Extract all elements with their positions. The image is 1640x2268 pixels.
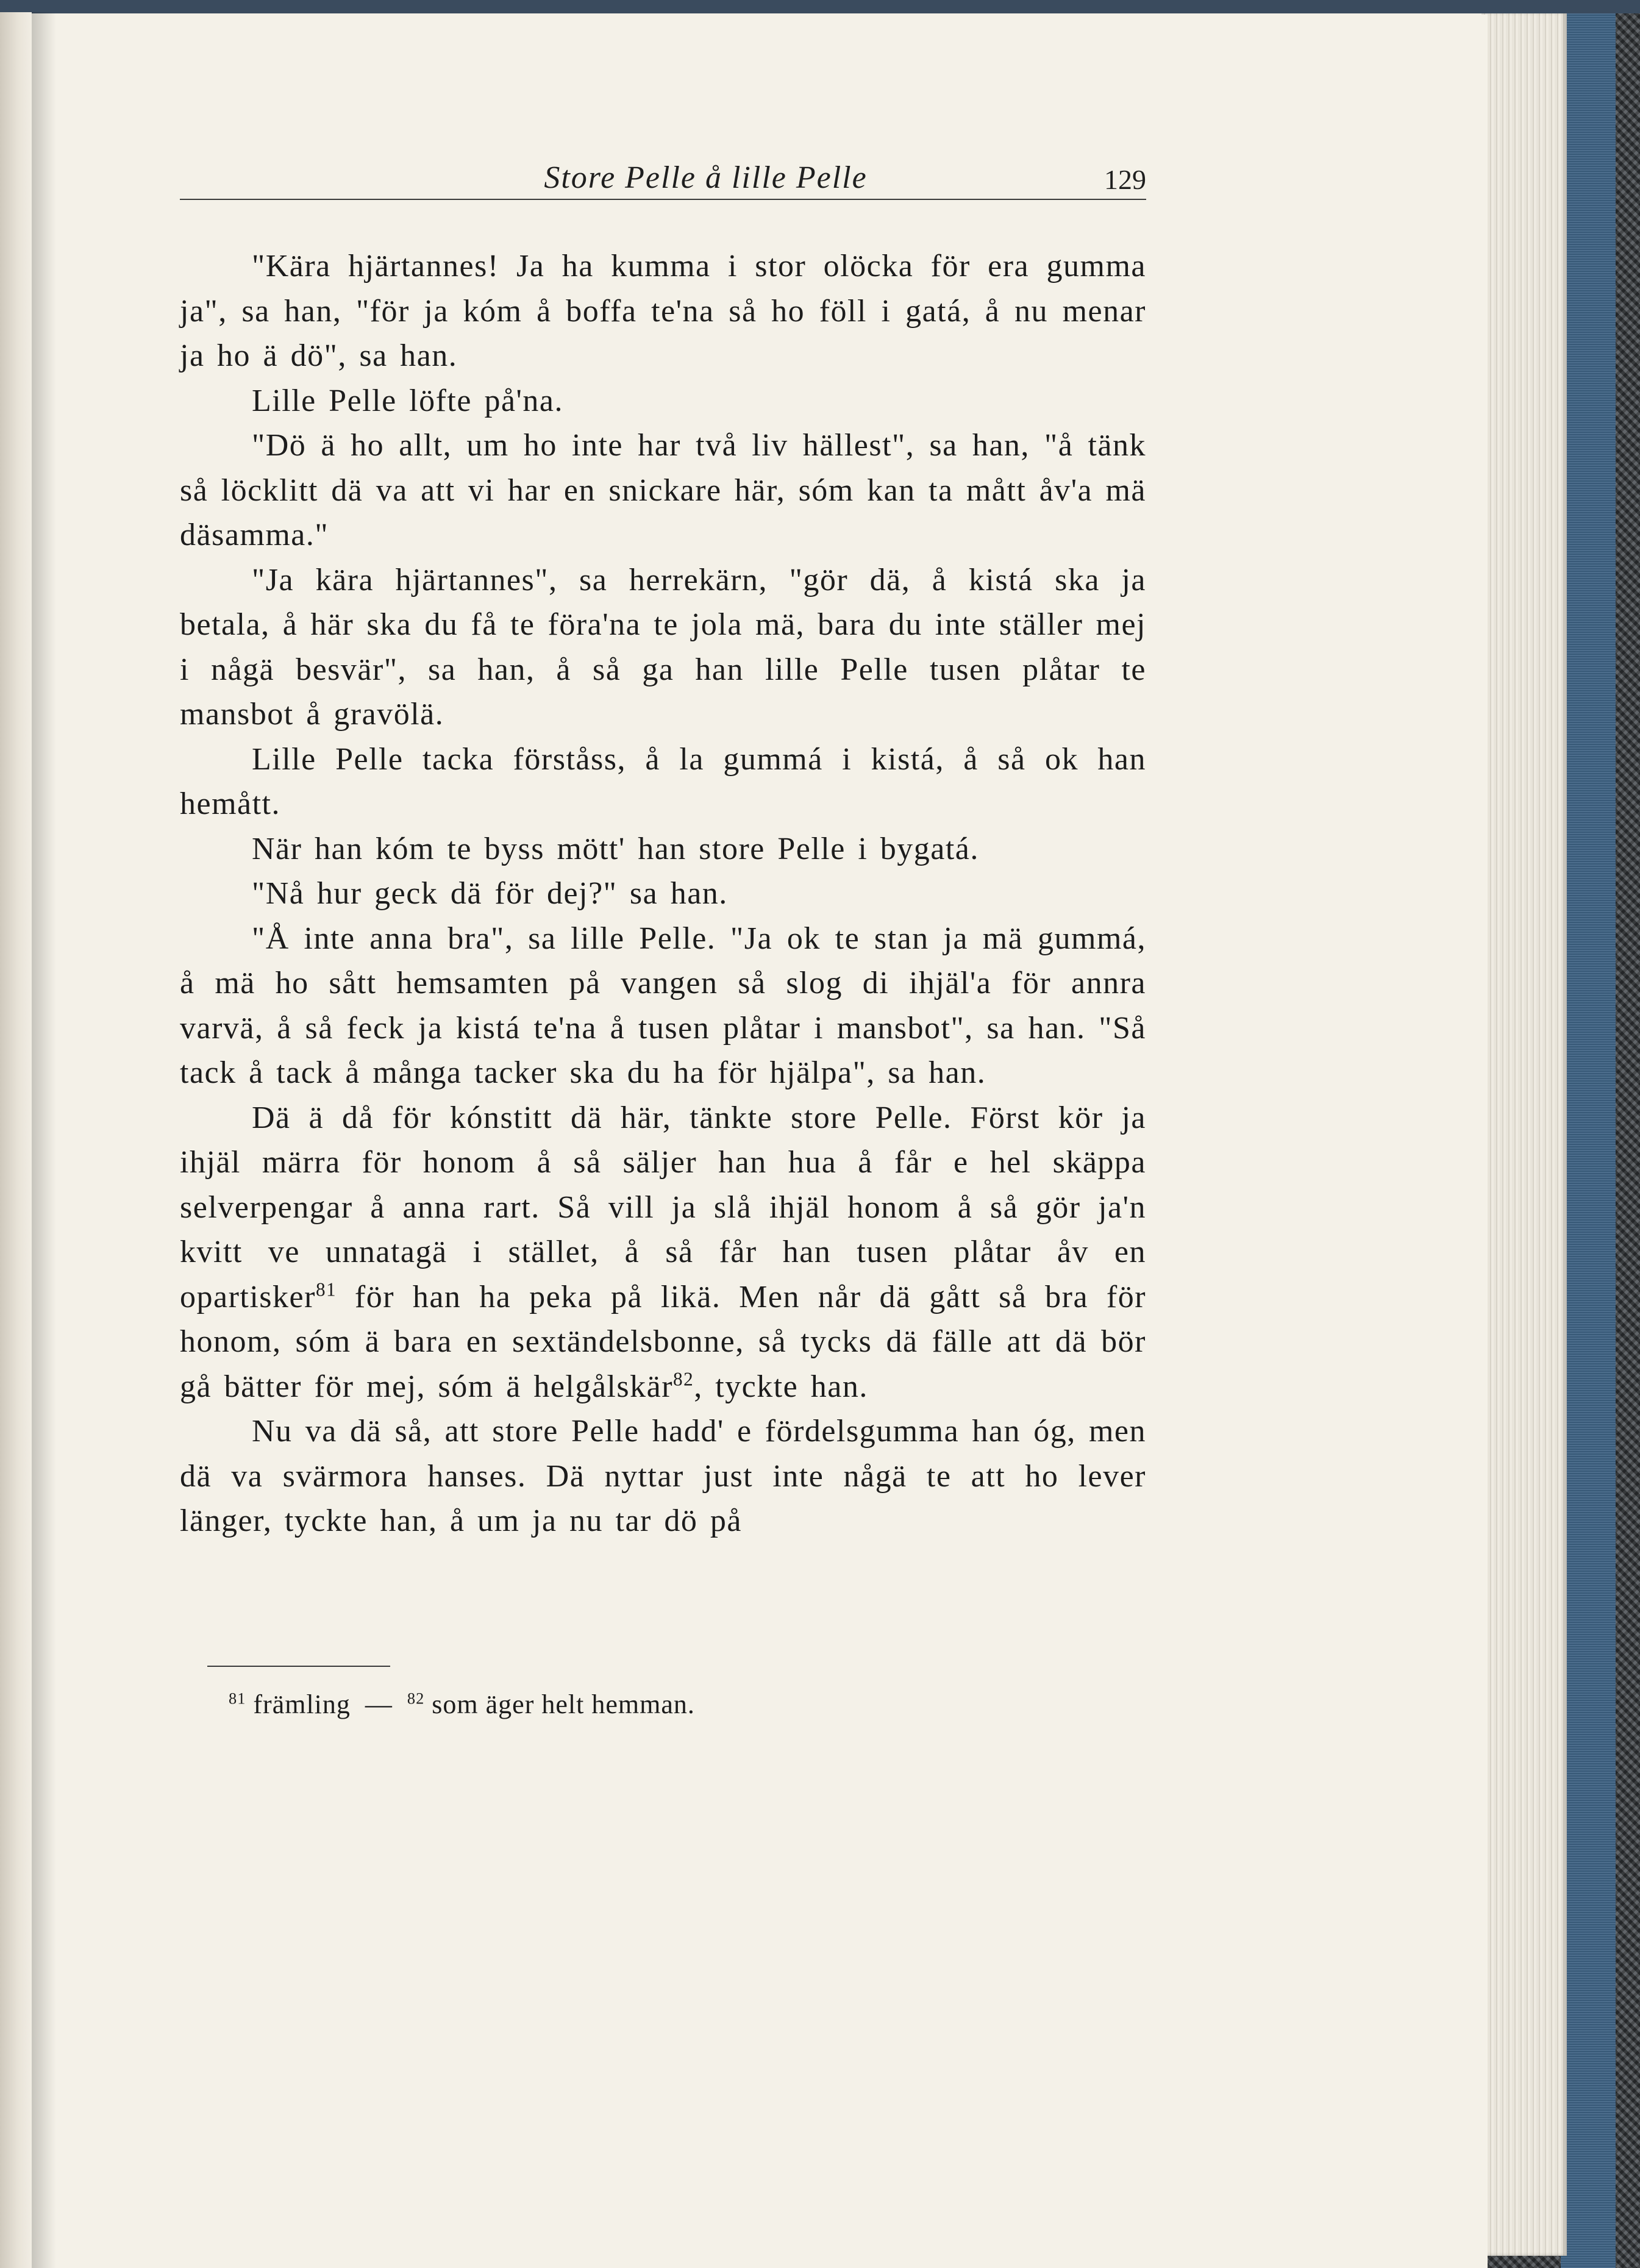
running-title: Store Pelle å lille Pelle bbox=[544, 160, 868, 195]
paragraph: "Dö ä ho allt, um ho inte har två liv hällest", sa han, "å tänk så löcklitt dä va att vi har en snickare här, sóm kan ta mått åv'a mä däsamma." bbox=[180, 428, 1146, 552]
page-stack-edge bbox=[1481, 12, 1567, 2256]
gutter-shadow bbox=[32, 12, 56, 2268]
paragraph: Nu va dä så, att store Pelle hadd' e fördelsgumma han óg, men dä va svärmora hanses. Dä nyttar just inte någä te att ho lever länger, tyckte han, å um ja nu tar dö på bbox=[180, 1414, 1146, 1538]
page-number: 129 bbox=[1104, 164, 1146, 195]
paragraph: "Å inte anna bra", sa lille Pelle. "Ja ok te stan ja mä gummá, å mä ho sått hemsamten på vangen så slog di ihjäl'a för annra varvä, å så feck ja kistá te'na å tusen plåtar i mansbot", sa han. "Så tack å tack å många tacker ska du ha för hjälpa", sa han. bbox=[180, 921, 1146, 1090]
footnote-number: 82 bbox=[407, 1689, 425, 1708]
paragraph-text: Dä ä då för kónstitt dä här, tänkte store Pelle. Först kör ja ihjäl märra för honom å så säljer han hua å får e hel skäppa selverpengar å anna rart. Så vill ja slå ihjäl honom å så gör ja'n kvitt ve unnatagä i stället, å så får han tusen plåtar åv en opartisker bbox=[180, 1100, 1146, 1314]
paragraph: "Kära hjärtannes! Ja ha kumma i stor olöcka för era gumma ja", sa han, "för ja kóm å boffa te'na så ho föll i gatá, å nu menar ja ho ä dö", sa han. bbox=[180, 249, 1146, 373]
paragraph: När han kóm te byss mött' han store Pelle i bygatá. bbox=[252, 831, 979, 866]
paragraph bbox=[180, 1096, 1146, 1410]
footnotes bbox=[229, 1689, 1143, 1720]
book-top-edge bbox=[0, 0, 1640, 13]
body-text bbox=[180, 244, 1146, 1544]
book-cover-edge bbox=[1561, 0, 1616, 2268]
paragraph: Lille Pelle löfte på'na. bbox=[252, 383, 563, 418]
paragraph: "Ja kära hjärtannes", sa herrekärn, "gör dä, å kistá ska ja betala, å här ska du få te föra'na te jola mä, bara du inte ställer mej i någä besvär", sa han, å så ga han lille Pelle tusen plåtar te mansbot å gravölä. bbox=[180, 562, 1146, 732]
footnote-ref: 82 bbox=[673, 1368, 694, 1390]
running-header bbox=[180, 160, 1146, 196]
header-rule bbox=[180, 199, 1146, 200]
footnote-separator: — bbox=[365, 1689, 393, 1719]
paragraph-text: för han ha peka på likä. Men når dä gått så bra för honom, sóm ä bara en sextändelsbonne, så tycks dä fälle att dä bör gå bätter för mej, sóm ä helgålskär bbox=[180, 1279, 1147, 1404]
footnote-ref: 81 bbox=[315, 1278, 337, 1300]
footnote-text: som äger helt hemman. bbox=[432, 1689, 695, 1719]
paragraph: "Nå hur geck dä för dej?" sa han. bbox=[252, 876, 728, 911]
footnote-rule bbox=[207, 1666, 390, 1667]
paragraph-text: , tyckte han. bbox=[694, 1369, 868, 1404]
left-page-edge bbox=[0, 12, 32, 2268]
paragraph: Lille Pelle tacka förståss, å la gummá i kistá, å så ok han hemått. bbox=[180, 741, 1146, 821]
footnote-number: 81 bbox=[229, 1689, 246, 1708]
footnote-text: främling bbox=[253, 1689, 351, 1719]
